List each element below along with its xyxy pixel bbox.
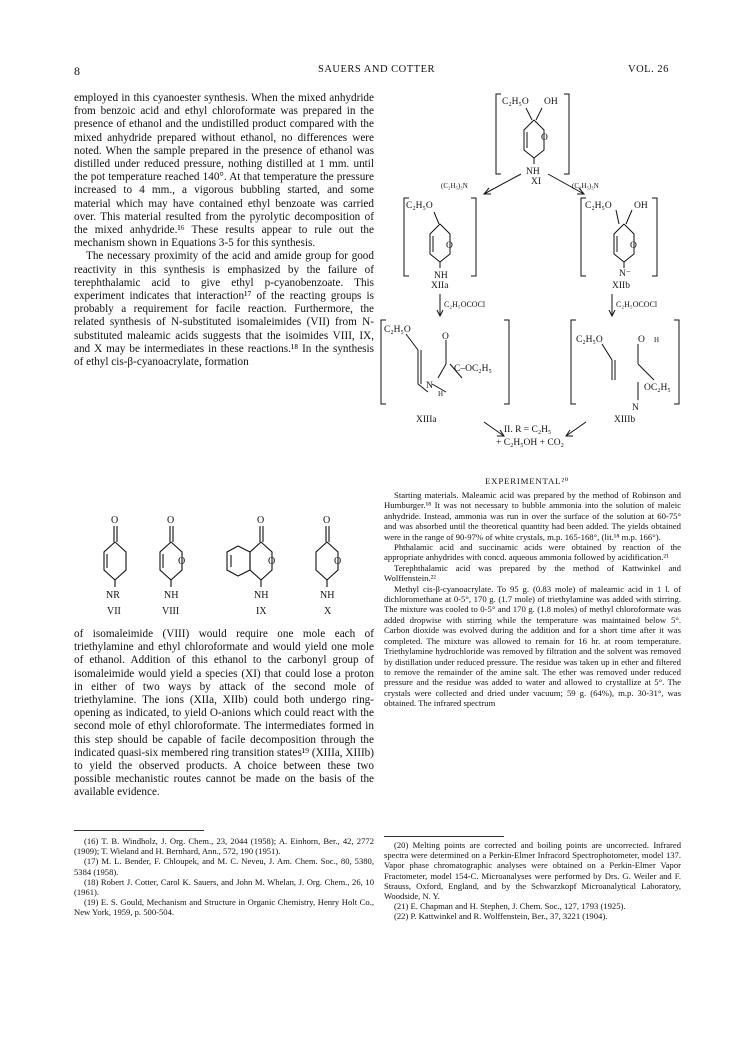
xi-oh: OH [544, 97, 558, 107]
footnote-16: (16) T. B. Windholz, J. Org. Chem., 23, 2044 (1958); A. Einhorn, Ber., 42, 2772 (1909); T. Wieland and H. Bernhard, Ann., 572, 190 (1951). [74, 836, 374, 857]
volume-label: VOL. 26 [628, 64, 669, 75]
ix-ring-o: O [268, 556, 276, 567]
product-line-2: + C₂H₅OH + CO₂ [496, 438, 564, 448]
footnote-19: (19) E. S. Gould, Mechanism and Structure in Organic Chemistry, Henry Holt Co., New York, 1959, p. 500-504. [74, 897, 374, 918]
compound-row-figure [74, 512, 374, 622]
reagent-right: C₂H₅OCOCl [616, 300, 658, 309]
compound-label-vii: VII [107, 606, 121, 617]
xiia-c2h5o: C₂H₅O [406, 201, 433, 211]
right-footnote-divider [384, 836, 504, 837]
experimental-p3: Terephthalamic acid was prepared by the method of Kattwinkel and Wolffenstein.²² [384, 562, 681, 584]
xiib-ring-o: O [630, 241, 637, 251]
compound-ix-structure [227, 526, 272, 587]
experimental-p4: Methyl cis-β-cyanoacrylate. To 95 g. (0.83 mole) of maleamic acid in 1 l. of dichloromethane at 0-5°, 170 g. (1.7 mole) of triethylamine was added with stirring. The mixture was cooled to 0-5° and 170 g. (1.8 moles) of methyl chloroformate was added dropwise with stirring while the temperature was maintained below 5°. Carbon dioxide was evolved during the addition and for a short time after it was completed. The mixture was allowed to remain for 16 hr. at room temperature. Triethylamine hydrochloride was removed by filtration and the solvent was removed by distillation under reduced pressure. The residue was taken up in ether and filtered to remove the remainder of the amine salt. The ether was removed under reduced pressure and the residue was added to water and allowed to crystallize at 5°. The crystals were collected and dried under vacuum; 59 g. (64%), m.p. 30-31°, was obtained. The infrared spectrum [384, 583, 681, 709]
xiiia-ester: C–OC₂H₅ [454, 364, 492, 374]
label-xiiib: XIIIb [614, 415, 636, 425]
xi-nh: NH [526, 167, 540, 177]
x-ring-o: O [334, 556, 342, 567]
footnote-17: (17) M. L. Bender, F. Chloupek, and M. C. Neveu, J. Am. Chem. Soc., 80, 5380, 5384 (1958). [74, 856, 374, 877]
running-title: SAUERS AND COTTER [318, 64, 436, 75]
xiiib-c2h5o: C₂H₅O [576, 335, 603, 345]
label-xiia: XIIa [431, 281, 449, 291]
vii-carbonyl-o: O [111, 515, 119, 526]
left-column-text [74, 92, 374, 369]
section-heading-experimental: EXPERIMENTAL²⁰ [485, 476, 570, 486]
paragraph-1: employed in this cyanoester synthesis. When the mixed anhydride from benzoic acid and ethyl chloroformate was prepared in the presence of ethanol and the undistilled product compared with the mixed anhydride prepared without ethanol, no differences were noted. When the sample prepared in the presence of ethanol was distilled under reduced pressure, nothing distilled at 1 mm. until the pot temperature reached 140°. At that temperature the pressure increased to 4 mm., a vigorous bubbling started, and some material which may have contained ethyl benzoate was carried over. This material resulted from the pyrolytic decomposition of the mixed anhydride.¹⁶ These results appear to rule out the mechanism shown in Equations 3-5 for this synthesis. [74, 92, 374, 250]
experimental-p1: Starting materials. Maleamic acid was prepared by the method of Robinson and Humburger.¹⁸ It was not necessary to bubble ammonia into the solution of maleic anhydride. Instead, ammonia was run in over the surface of the solution at 60-75° and was absorbed until the theoretical quantity had been added. The yields obtained were in the range of 90-97% of white crystals, m.p. 165-168°, (lit.¹⁸ m.p. 166°). [384, 490, 681, 542]
left-footnotes [74, 836, 374, 918]
xiiia-n: N [426, 381, 433, 391]
compound-label-ix: IX [256, 606, 267, 617]
xiib-n-minus: N⁻ [619, 269, 631, 279]
label-xiiia: XIIIa [416, 415, 437, 425]
xiiia-o: O [442, 332, 449, 342]
xiiib-h: H [654, 336, 660, 344]
xiiia-c2h5o: C₂H₅O [384, 325, 411, 335]
x-carbonyl-o: O [323, 515, 331, 526]
viii-n-label: NH [164, 590, 179, 601]
experimental-p2: Phthalamic acid and succinamic acids were obtained by reaction of the appropriate anhydrides with concd. aqueous ammonia followed by acidification.²¹ [384, 542, 681, 563]
paragraph-2: The necessary proximity of the acid and amide group for good reactivity in this synthesis is emphasized by the failure of terephthalamic acid to give ethyl p-cyanobenzoate. This experiment indicates that interaction¹⁷ of the reacting groups is probably a requirement for facile reaction. Furthermore, the related synthesis of N-substituted isomaleimides (VII) from N-substituted maleamic acids suggests that the isoimides VIII, IX, and X may be intermediates in these reactions.¹⁸ In the synthesis of ethyl cis-β-cyanoacrylate, formation [74, 250, 374, 369]
vii-n-label: NR [106, 590, 120, 601]
xi-c2h5o: C₂H₅O [502, 97, 529, 107]
viii-carbonyl-o: O [167, 515, 175, 526]
ix-n-label: NH [254, 590, 269, 601]
base-left: (C₂H₅)₃N [441, 182, 468, 190]
xiib-oh: OH [634, 201, 648, 211]
xiiib-n: N [632, 403, 639, 413]
compound-label-viii: VIII [162, 606, 180, 617]
x-n-label: NH [320, 590, 335, 601]
label-xi: XI [531, 177, 542, 187]
viii-ring-o: O [178, 556, 186, 567]
base-right: (C₂H₅)₃N [572, 182, 599, 190]
footnote-22: (22) P. Kattwinkel and R. Wolffenstein, Ber., 37, 3221 (1904). [394, 911, 608, 922]
right-footnotes [384, 840, 681, 922]
xiib-c2h5o: C₂H₅O [585, 201, 612, 211]
paragraph-3: of isomaleimide (VIII) would require one mole each of triethylamine and ethyl chloroformate and would yield one mole of ethanol. Addition of this ethanol to the carbonyl group of isomaleimide would yield a species (XI) that could lose a proton in either of two ways by attack of the second mole of triethylamine. The ions (XIIa, XIIb) could both undergo ring-opening as indicated, to yield O-anions which could react with the second mole of ethyl chloroformate. The intermediates formed in this step should be capable of facile decomposition through the indicated quasi-six membered ring transition states¹⁹ (XIIIa, XIIIb) to yield the observed products. A choice between these two possible mechanistic routes cannot be made on the basis of the available evidence. [74, 628, 374, 799]
xiia-nh: NH [434, 271, 448, 281]
xiiib-o: O [638, 335, 645, 345]
experimental-text [384, 490, 681, 709]
xi-ring-o: O [541, 133, 548, 143]
label-xiib: XIIb [612, 281, 630, 291]
footnote-divider [74, 830, 204, 831]
compound-vii-structure [104, 526, 126, 587]
ix-carbonyl-o: O [257, 515, 265, 526]
xiia-ring-o: O [446, 241, 453, 251]
footnote-21: (21) E. Chapman and H. Stephen, J. Chem. Soc., 127, 1793 (1925). [394, 901, 626, 912]
compound-label-x: X [324, 606, 332, 617]
footnote-18: (18) Robert J. Cotter, Carol K. Sauers, and John M. Whelan, J. Org. Chem., 26, 10 (1961). [74, 876, 374, 898]
mechanism-scheme [376, 88, 686, 468]
product-line-1: II. R = C₂H₅ [504, 425, 552, 435]
page-number: 8 [74, 64, 81, 78]
xiiib-oc2h5: OC₂H₅ [644, 383, 671, 393]
footnote-20: (20) Melting points are corrected and boiling points are uncorrected. Infrared spectra were determined on a Perkin-Elmer Infracord Spectrophotometer, model 137. Vapor phase chromatographic analyses were obtained on a Perkin-Elmer Vapor Fractometer, model 154-C. Microanalyses were performed by Drs. G. Weiler and F. Strauss, Oxford, England, and by the Schwarzkopf Microanalytical Laboratory, Woodside, N. Y. [384, 840, 681, 902]
left-column-continued [74, 628, 374, 800]
xiiia-h: H [438, 390, 444, 398]
reagent-left: C₂H₅OCOCl [444, 300, 486, 309]
